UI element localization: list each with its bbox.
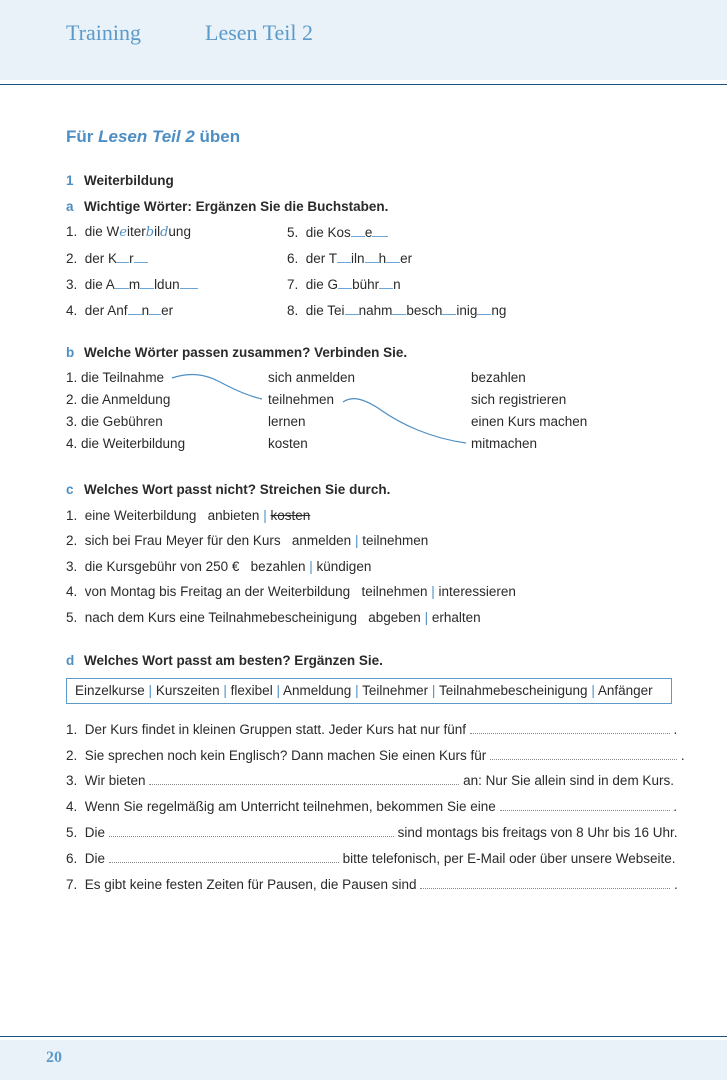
d-sentence-2: 2. Sie sprechen noch kein Englisch? Dann machen Sie einen Kurs für . (66, 748, 685, 763)
page-number: 20 (46, 1049, 62, 1066)
a-item-6: 6. der T iln h er (287, 251, 413, 266)
b-col3-item: mitmachen (471, 436, 538, 451)
header-rule (0, 84, 727, 85)
b-col1-item: 1. die Teilnahme (66, 370, 165, 385)
exercise-title: Weiterbildung (84, 173, 174, 188)
footer-rule (0, 1036, 727, 1037)
exercise-number: 1 (66, 173, 74, 188)
d-sentence-5: 5. Die sind montags bis freitags von 8 Uhr bis 16 Uhr. (66, 825, 678, 840)
header-section: Lesen Teil 2 (205, 20, 314, 45)
d-sentence-7: 7. Es gibt keine festen Zeiten für Pausen, die Pausen sind . (66, 877, 678, 892)
a-item-1: 1. die Weiterbildung (66, 224, 191, 240)
d-sentence-1: 1. Der Kurs findet in kleinen Gruppen statt. Jeder Kurs hat nur fünf . (66, 722, 678, 737)
b-col2-item: lernen (268, 414, 306, 429)
page-header (0, 0, 727, 80)
b-col3-item: bezahlen (471, 370, 526, 385)
a-item-4: 4. der Anf n er (66, 303, 174, 318)
word-box: Einzelkurse | Kurszeiten | flexibel | Anmeldung | Teilnehmer | Teilnahmebescheinigung | Anfänger (66, 678, 672, 704)
b-col1-item: 3. die Gebühren (66, 414, 163, 429)
a-item-8: 8. die Tei nahm besch inig ng (287, 303, 507, 318)
a-item-5: 5. die Kos e (287, 224, 388, 241)
header-training: Training (66, 20, 141, 45)
b-col2-item: sich anmelden (268, 370, 356, 385)
section-b-heading: b Welche Wörter passen zusammen? Verbinden Sie. (66, 345, 408, 360)
c-item-2: 2. sich bei Frau Meyer für den Kurs anmelden | teilnehmen (66, 533, 429, 548)
exercise-heading (66, 173, 174, 189)
d-sentence-6: 6. Die bitte telefonisch, per E-Mail oder über unsere Webseite. (66, 851, 676, 866)
section-d-heading: d Welches Wort passt am besten? Ergänzen Sie. (66, 653, 383, 668)
d-sentence-4: 4. Wenn Sie regelmäßig am Unterricht teilnehmen, bekommen Sie eine . (66, 799, 678, 814)
c-item-3: 3. die Kursgebühr von 250 € bezahlen | kündigen (66, 559, 372, 574)
b-col1-item: 4. die Weiterbildung (66, 436, 186, 451)
b-col1-item: 2. die Anmeldung (66, 392, 171, 407)
handwritten-letter: b (145, 225, 155, 240)
b-col2-item: kosten (268, 436, 308, 451)
a-item-7: 7. die G bühr n (287, 277, 401, 292)
d-sentence-3: 3. Wir bieten an: Nur Sie allein sind in dem Kurs. (66, 773, 674, 788)
section-c-heading: c Welches Wort passt nicht? Streichen Sie durch. (66, 482, 391, 497)
connection-line (172, 375, 262, 399)
c-item-4: 4. von Montag bis Freitag an der Weiterbildung teilnehmen | interessieren (66, 584, 516, 599)
a-item-3: 3. die A m ldun (66, 276, 198, 293)
c-item-1: 1. eine Weiterbildung anbieten | kosten (66, 508, 311, 523)
struck-word: kosten (270, 508, 311, 523)
b-col3-item: sich registrieren (471, 392, 567, 407)
connection-line (343, 399, 466, 443)
b-col3-item: einen Kurs machen (471, 414, 588, 429)
handwritten-letter: e (119, 225, 127, 240)
a-item-2: 2. der K r (66, 250, 148, 267)
handwritten-letter: d (160, 225, 169, 240)
b-col2-item: teilnehmen (268, 392, 335, 407)
section-a-heading: a Wichtige Wörter: Ergänzen Sie die Buchstaben. (66, 199, 389, 214)
c-item-5: 5. nach dem Kurs eine Teilnahmebescheinigung abgeben | erhalten (66, 610, 481, 625)
page-footer (0, 1040, 727, 1080)
page-title: Für Lesen Teil 2 üben (66, 127, 241, 146)
